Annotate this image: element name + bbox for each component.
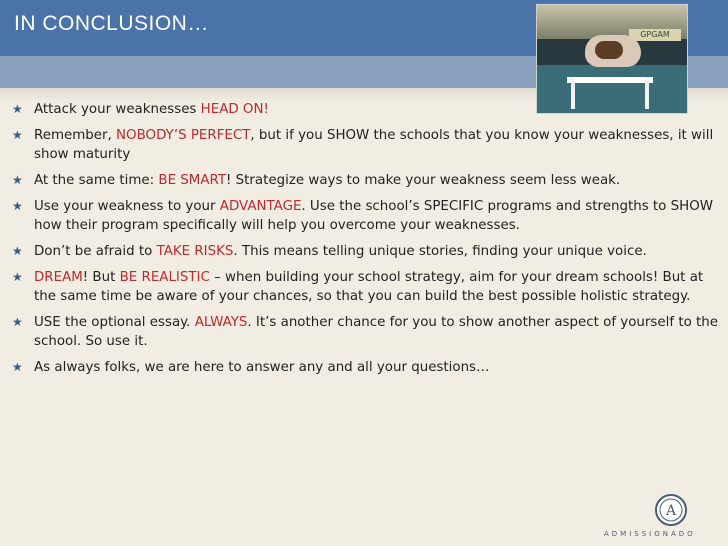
logo-letter: A — [665, 503, 677, 519]
photo-hurdle — [567, 77, 653, 83]
star-bullet-icon: ★ — [12, 173, 23, 187]
bullet-text: , but if you SHOW the schools that you know your weaknesses, it will show maturity — [34, 128, 714, 162]
bullet-item — [12, 242, 718, 261]
highlight-text: ADVANTAGE — [219, 199, 302, 214]
bullet-text: . This means telling unique stories, finding your unique voice. — [233, 244, 647, 259]
brand-name: ADMISSIONADO — [604, 530, 696, 538]
highlight-text: ALWAYS — [194, 315, 248, 330]
bullet-item — [12, 358, 718, 377]
admissionado-logo-icon — [654, 493, 688, 527]
bullet-item — [12, 268, 718, 306]
photo-guinea-pig-patch — [595, 41, 623, 59]
star-bullet-icon: ★ — [12, 199, 23, 213]
bullet-text: Use your weakness to your — [34, 199, 220, 214]
photo-banner: GPGAM — [629, 29, 681, 41]
slide-title: IN CONCLUSION… — [14, 12, 209, 35]
highlight-text: BE REALISTIC — [119, 270, 210, 285]
bullet-text: ! But — [82, 270, 120, 285]
bullet-text: – when building your school strategy, aim for your dream schools! But at the same time be aware of your chances, so that you can build the best possible holistic strategy. — [34, 270, 704, 304]
bullet-item — [12, 126, 718, 164]
bullet-text: Attack your weaknesses — [34, 102, 201, 117]
star-bullet-icon: ★ — [12, 102, 23, 116]
bullet-text: As always folks, we are here to answer any and all your questions… — [34, 360, 490, 375]
slide-content — [12, 100, 718, 384]
bullet-text: Remember, — [34, 128, 117, 143]
bullet-text: At the same time: — [34, 173, 159, 188]
highlight-text: BE SMART — [158, 173, 227, 188]
bullet-text: USE the optional essay. — [34, 315, 195, 330]
star-bullet-icon: ★ — [12, 244, 23, 258]
star-bullet-icon: ★ — [12, 315, 23, 329]
bullet-item — [12, 100, 718, 119]
guinea-pig-hurdle-photo — [536, 4, 688, 114]
bullet-text: ! Strategize ways to make your weakness seem less weak. — [226, 173, 621, 188]
bullet-text: Don’t be afraid to — [34, 244, 157, 259]
bullet-text: . It’s another chance for you to show another aspect of yourself to the school. So use it. — [34, 315, 718, 349]
bullet-item — [12, 197, 718, 235]
highlight-text: NOBODY’S PERFECT — [116, 128, 251, 143]
star-bullet-icon: ★ — [12, 360, 23, 374]
star-bullet-icon: ★ — [12, 270, 23, 284]
bullet-text: . Use the school’s SPECIFIC programs and strengths to SHOW how their program specifically will help you overcome your weaknesses. — [34, 199, 713, 233]
highlight-text: DREAM — [34, 270, 83, 285]
bullet-list — [12, 100, 718, 377]
highlight-text: HEAD ON! — [200, 102, 269, 117]
highlight-text: TAKE RISKS — [156, 244, 234, 259]
bullet-item — [12, 313, 718, 351]
star-bullet-icon: ★ — [12, 128, 23, 142]
bullet-item — [12, 171, 718, 190]
